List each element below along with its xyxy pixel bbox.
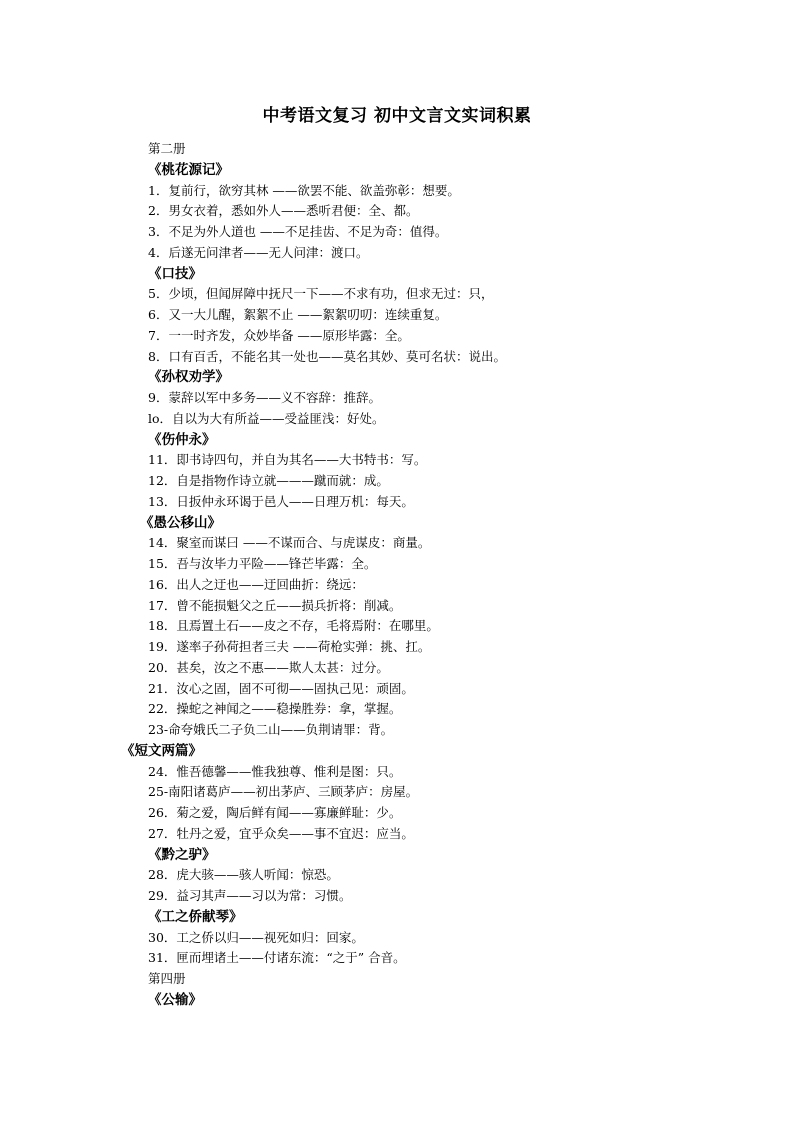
section-heading: 《短文两篇》 [121,742,202,759]
vocab-entry: 7．一一时齐发，众妙毕备 ——原形毕露：全。 [148,327,410,343]
vocab-entry: 12．自是指物作诗立就———蹴而就：成。 [148,473,389,488]
vocab-entry: 22．操蛇之神闻之——稳操胜券：拿，掌握。 [148,701,402,717]
book-label: 第四册 [148,971,186,986]
vocab-entry: 2．男女衣着，悉如外人——悉听君便：全、都。 [148,203,419,219]
section-heading: 《黔之驴》 [148,846,216,863]
section-heading: 《愚公移山》 [140,514,221,531]
vocab-entry: 15．吾与汝毕力平险——锋芒毕露：全。 [148,556,377,571]
vocab-entry: 16．出人之迂也——迂回曲折：绕远： [148,576,364,592]
section-heading: 《伤仲永》 [148,431,216,448]
section-heading: 《公输》 [148,991,202,1008]
vocab-entry: 1．复前行，欲穷其林 ——欲罢不能、欲盖弥彰：想要。 [148,182,460,198]
vocab-entry: 9．蒙辞以军中多务——义不容辞：推辞。 [148,390,381,405]
vocab-entry: 24．惟吾德馨——惟我独尊、惟利是图：只。 [148,763,402,779]
book-label: 第二册 [148,141,186,156]
vocab-entry: 4．后遂无问津者——无人问津：渡口。 [148,244,369,260]
vocab-entry: 6．又一大儿醒，絮絮不止 ——絮絮叨叨：连续重复。 [148,307,448,322]
vocab-entry: 18．且焉置土石——皮之不存，毛将焉附：在哪里。 [148,618,439,634]
section-heading: 《工之侨献琴》 [148,908,243,925]
vocab-entry: 29．益习其声——习以为常：习惯。 [148,888,352,903]
vocab-entry: 3．不足为外人道也 ——不足挂齿、不足为奇：值得。 [148,224,448,239]
page-title: 中考语文复习 初中文言文实词积累 [262,106,532,126]
vocab-entry: 11．即书诗四句，并自为其名——大书特书：写。 [148,452,427,468]
vocab-entry: 8．口有百舌，不能名其一处也——莫名其妙、莫可名状：说出。 [148,348,506,364]
vocab-entry: 20．甚矣，汝之不惠——欺人太甚：过分。 [148,659,389,675]
vocab-entry: 27．牡丹之爱，宜乎众矣——事不宜迟：应当。 [148,825,414,841]
vocab-entry: 30．工之侨以归——视死如归：回家。 [148,929,364,945]
section-heading: 《口技》 [148,265,202,282]
vocab-entry: 13．日扳仲永环谒于邑人——日理万机：每天。 [148,493,414,509]
vocab-entry: 25-南阳诸葛庐——初出茅庐、三顾茅庐：房屋。 [148,784,419,800]
section-heading: 《桃花源记》 [148,161,229,178]
vocab-entry: 21．汝心之固，固不可彻——固执己见：顽固。 [148,680,414,696]
vocab-entry: 28．虎大骇——骇人听闻：惊恐。 [148,867,339,883]
vocab-entry: 17．曾不能损魁父之丘——损兵折将：削减。 [148,597,402,613]
vocab-entry: 23-命夸娥氏二子负二山——负荆请罪：背。 [148,722,394,737]
vocab-entry: lo．自以为大有所益——受益匪浅：好处。 [148,410,385,426]
vocab-entry: 5．少顷，但闻屏障中抚尺一下——不求有功，但求无过：只， [148,286,494,302]
section-heading: 《孙权劝学》 [148,369,229,386]
vocab-entry: 26．菊之爱，陶后鲜有闻——寡廉鲜耻：少。 [148,805,402,820]
vocab-entry: 14．聚室而谋曰 ——不谋而合、与虎谋皮：商量。 [148,535,431,551]
vocab-entry: 19．遂率子孙荷担者三夫 ——荷枪实弹：挑、扛。 [148,639,431,654]
document-body [0,139,794,1011]
vocab-entry: 31．匣而埋诸土——付诸东流：“之于” 合音。 [148,950,406,966]
